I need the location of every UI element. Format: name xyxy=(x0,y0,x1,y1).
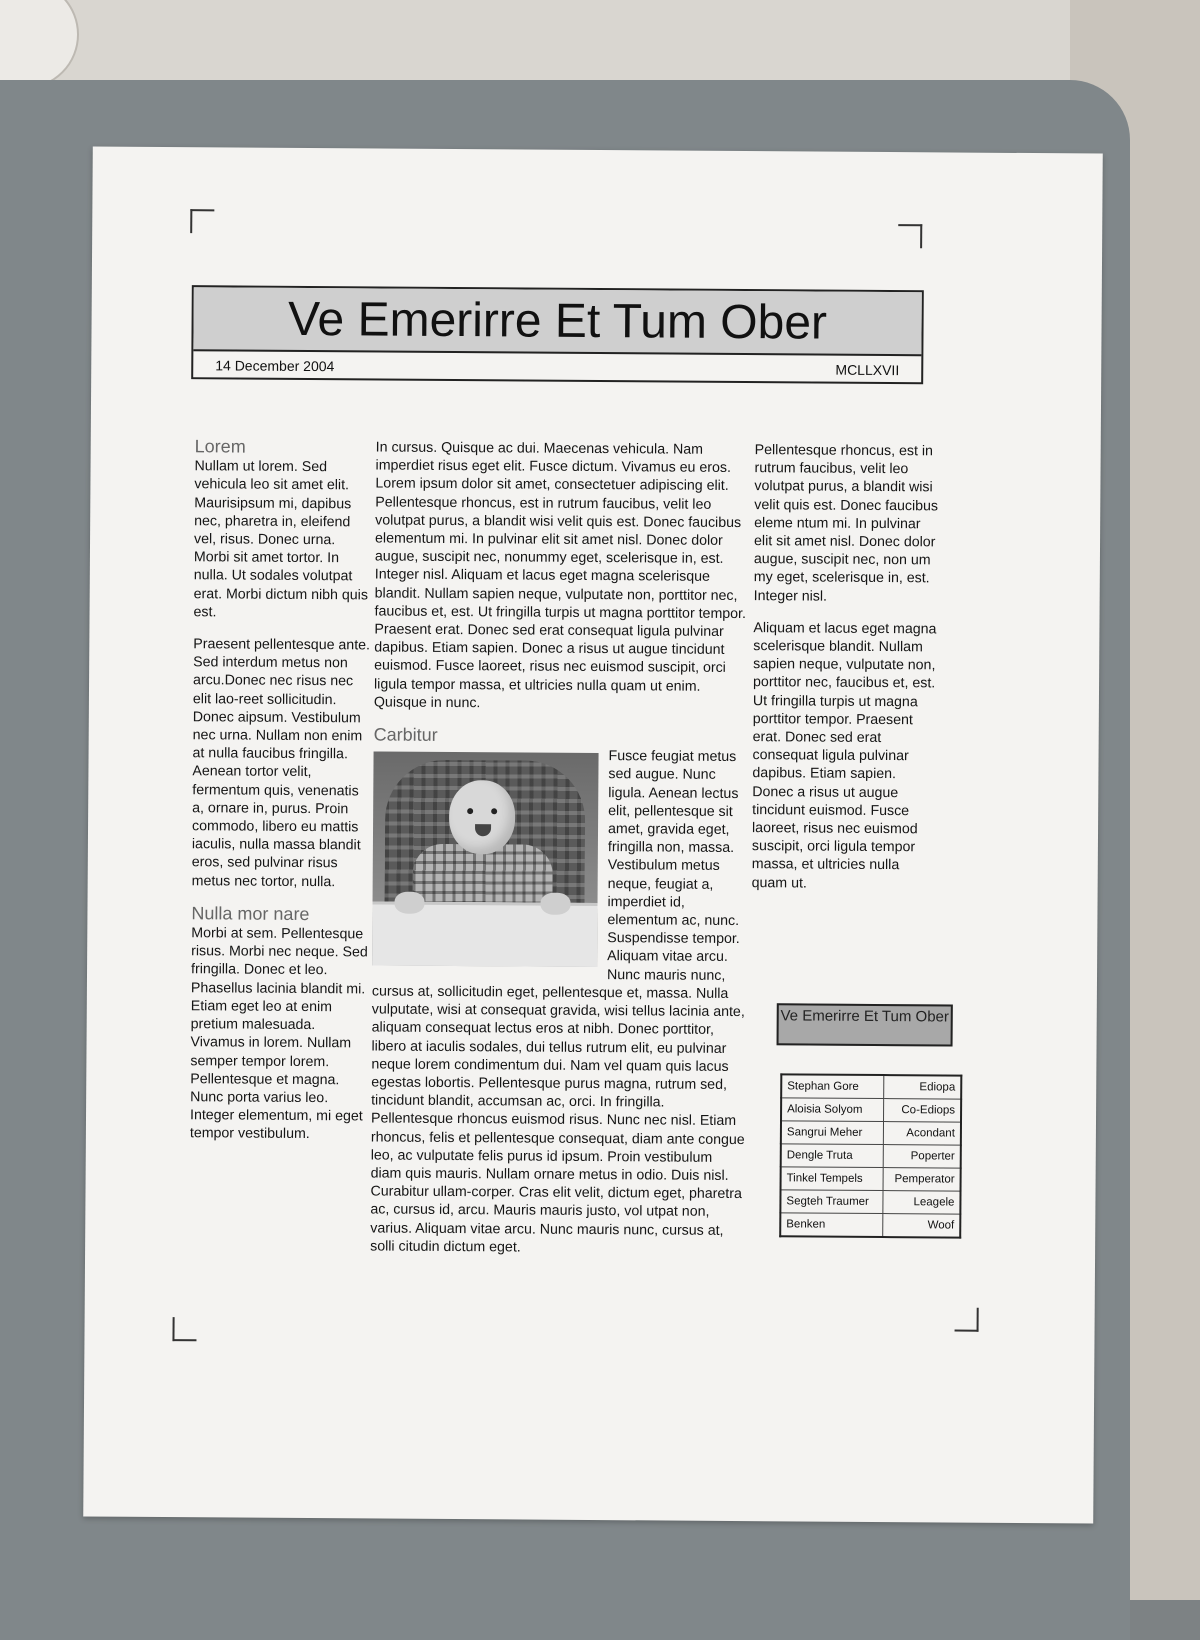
table-row xyxy=(780,1190,960,1214)
newsletter-page xyxy=(83,146,1103,1523)
mouth xyxy=(475,824,491,836)
baby-photo xyxy=(372,752,598,968)
eye xyxy=(491,809,497,815)
hand xyxy=(394,892,424,914)
staff-name: Benken xyxy=(780,1213,882,1237)
table-row xyxy=(781,1074,961,1099)
eye xyxy=(467,808,473,814)
sidebar-title-box: Ve Emerirre Et Tum Ober xyxy=(777,1003,953,1046)
staff-role: Ediopa xyxy=(883,1075,961,1099)
paragraph: In cursus. Quisque ac dui. Maecenas vehicula. Nam imperdiet risus eget elit. Fusce dictum. Vivamus eu eros. Lorem ipsum dolor sit amet, consectetuer adipiscing elit. Pellentesque rhoncus, est in rutrum faucibus, velit leo volutpat purus, a blandit wisi velit quis est. Donec faucibus elementum mi. In pulvinar elit sit amet nisl. Donec dolor augue, suscipit nec, nonummy eget, scelerisque in, est. Integer nisl. Aliquam et lacus eget magna scelerisque blandit. Nullam sapien neque, vulputate non, porttitor nec, faucibus et, est. Ut fringilla turpis ut magna porttitor tempor. Praesent erat. Donec sed erat consequat ligula pulvinar dapibus. Etiam sapien. Donec a risus ut augue tincidunt euismod. Fusce laoreet, risus nec euismod suscipit, orci ligula tempor massa, et ultricies nulla quam ut enim. Quisque in nunc. xyxy=(373,439,747,712)
table-row xyxy=(781,1098,961,1122)
paragraph-text: Fusce feugiat metus sed augue. Nunc ligula. Aenean lectus elit, pellentesque sit amet, gravida eget, fringilla non, massa. Vestibulum metus neque, feugiat a, imperdiet id, elementum ac, nunc. Suspendisse tempor. Aliquam vitae arcu. Nunc mauris nunc, cursus at, sollicitudin eget, pellentesque et, massa. Nulla vulputate, wisi at consequat gravida, wisi tellus lacinia ante, aliquam consequat lectus eros at nibh. Donec porttitor, libero at iaculis sodales, dui tellus rutrum elit, eu pulvinar neque lorem condimentum dui. Nam vel quam quis lacus egestas lobortis. Pellentesque purus magna, rutrum sed, tincidunt blandit, accumsan ac, orci. In fringilla. Pellentesque rhoncus euismod risus. Nunc nec nisl. Etiam rhoncus, felis et pellentesque consequat, diam ante congue leo, ac vulputate felis purus id ipsum. Proin vestibulum diam quis mauris. Nullam ornare metus in odio. Duis nisl. Curabitur ullam-corper. Cras elit velit, dictum eget, pharetra ac, cursus id, arcu. Mauris mauris justo, vol utpat non, varius. Aliquam vitae arcu. Nunc mauris nunc, cursus at, solli citudin dictum eget. xyxy=(370,748,745,1256)
section-heading-lorem: Lorem xyxy=(194,436,246,457)
hand xyxy=(540,893,570,915)
issue-number: MCLLXVII xyxy=(835,361,900,379)
paragraph: Morbi at sem. Pellentesque risus. Morbi nec neque. Sed fringilla. Donec et leo. Phasellus lacinia blandit mi. Etiam eget leo at enim pretium malesuada. Vivamus in lorem. Nullam semper tempor lorem. Pellentesque et magna. Nunc porta varius leo. Integer elementum, mi eget tempor vestibulum. xyxy=(189,925,368,1143)
column-right xyxy=(752,441,940,907)
paragraph: Pellentesque rhoncus, est in rutrum faucibus, velit leo volutpat purus, a blandit wisi velit quis est. Donec faucibus eleme ntum mi. In pulvinar elit sit amet nisl. Donec dolor augue, suscipit nec, non um my eget, scelerisque in, est. Integer nisl. xyxy=(753,442,939,605)
table-row xyxy=(781,1121,961,1145)
issue-date: 14 December 2004 xyxy=(215,357,335,375)
staff-name: Stephan Gore xyxy=(781,1074,883,1098)
table-row xyxy=(781,1144,961,1168)
masthead-info-row xyxy=(193,351,921,382)
staff-role: Pemperator xyxy=(883,1168,961,1192)
photo-frame xyxy=(372,752,598,968)
crop-mark-top-right xyxy=(898,224,922,248)
column-left xyxy=(190,437,373,1158)
masthead xyxy=(191,285,924,384)
newsletter-title: Ve Emerirre Et Tum Ober xyxy=(193,287,921,356)
section-heading-carbitur: Carbitur xyxy=(373,724,438,745)
table-row xyxy=(780,1213,960,1238)
crop-mark-bottom-left xyxy=(172,1317,196,1341)
staff-name: Aloisia Solyom xyxy=(781,1098,883,1122)
paragraph: Nullam ut lorem. Sed vehicula leo sit amet elit. Maurisipsum mi, dapibus nec, pharetra in, eleifend vel, risus. Donec urna. Morbi sit amet tortor. In nulla. Ut sodales volutpat erat. Morbi dictum nibh quis est. xyxy=(193,458,369,621)
baby-face xyxy=(449,780,516,854)
crop-mark-top-left xyxy=(190,209,214,233)
staff-role: Woof xyxy=(882,1214,960,1238)
paragraph: Aliquam et lacus eget magna scelerisque blandit. Nullam sapien neque, vulputate non, porttitor nec, faucibus et, est. Ut fringilla turpis ut magna porttitor tempor. Praesent erat. Donec sed erat consequat ligula pulvinar dapibus. Etiam sapien. Donec a risus ut augue tincidunt euismod. Fusce laoreet, risus nec euismod suscipit, orci ligula tempor massa, et ultricies nulla quam ut. xyxy=(751,619,937,892)
staff-role: Leagele xyxy=(883,1191,961,1215)
table-row xyxy=(781,1167,961,1191)
staff-name: Dengle Truta xyxy=(781,1144,883,1168)
column-middle xyxy=(370,438,751,1272)
staff-name: Sangrui Meher xyxy=(781,1121,883,1145)
staff-role: Co-Ediops xyxy=(883,1099,961,1123)
staff-role: Acondant xyxy=(883,1122,961,1146)
paragraph-with-photo xyxy=(370,746,749,1258)
crop-mark-bottom-right xyxy=(955,1308,979,1332)
staff-name: Tinkel Tempels xyxy=(781,1167,883,1191)
staff-name: Segteh Traumer xyxy=(780,1190,882,1214)
section-heading-nulla: Nulla mor nare xyxy=(191,903,310,924)
staff-table xyxy=(779,1073,962,1238)
staff-role: Poperter xyxy=(883,1145,961,1169)
paragraph: Praesent pellentesque ante. Sed interdum metus non arcu.Donec nec risus nec elit lao-reet sollicitudin. Donec aipsum. Vestibulum nec urna. Nullam non enim at nulla faucibus fringilla. Aenean tortor velit, fermentum quis, venenatis a, ornare in, purus. Proin commodo, libero eu mattis iaculis, nulla massa blandit eros, sed pulvinar risus metus nec tortor, nulla. xyxy=(191,636,371,890)
